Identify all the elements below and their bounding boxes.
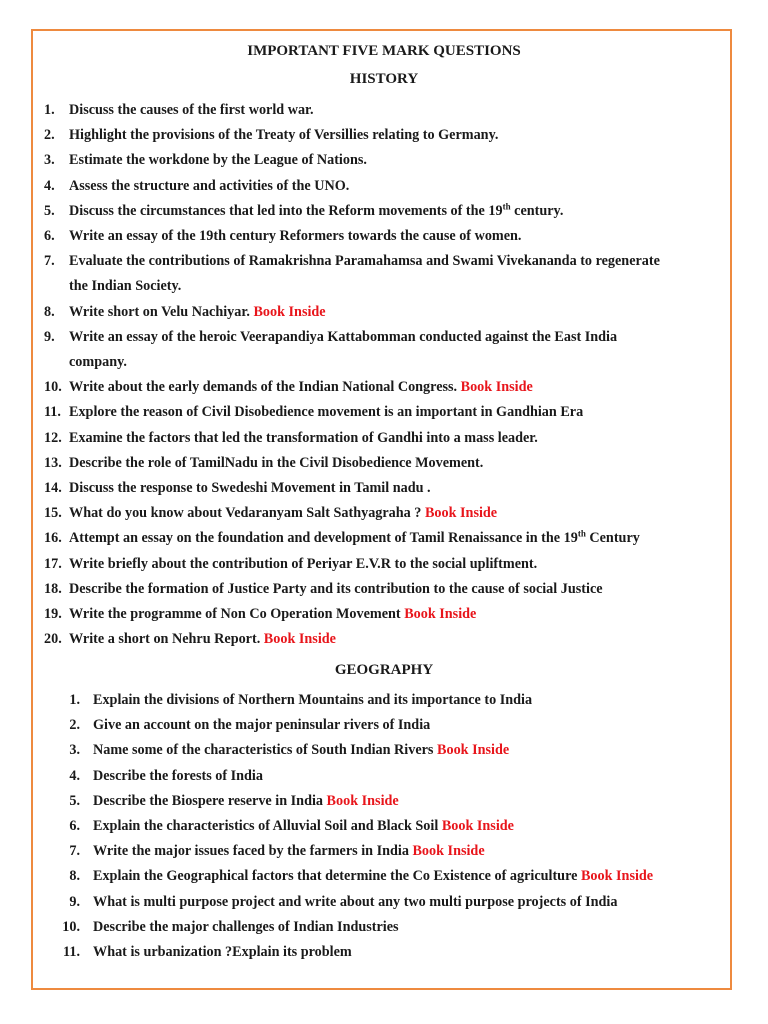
question-text: Write the major issues faced by the farmers in India — [93, 843, 409, 860]
question-text-end: Century — [585, 530, 640, 547]
question-number: 2. — [69, 717, 80, 734]
list-item — [44, 300, 734, 325]
list-item — [44, 451, 734, 476]
question-number: 1. — [69, 692, 80, 708]
list-item — [58, 789, 728, 814]
book-inside-tag: Book Inside — [460, 379, 533, 396]
question-text: Give an account on the major peninsular rivers of India — [93, 717, 431, 734]
question-number: 12. — [44, 429, 62, 446]
question-number: 11. — [44, 404, 61, 421]
question-number: 5. — [44, 202, 55, 219]
list-item — [58, 764, 728, 789]
question-number: 20. — [44, 631, 62, 648]
question-number: 9. — [69, 893, 80, 910]
question-text: Discuss the response to Swedeshi Movement in Tamil nadu . — [69, 480, 431, 497]
question-text: What is urbanization ?Explain its problem — [93, 944, 352, 961]
question-text: Estimate the workdone by the League of Nations. — [69, 152, 367, 169]
book-inside-tag: Book Inside — [437, 742, 510, 759]
superscript: th — [577, 528, 586, 539]
list-item — [44, 148, 734, 173]
history-question-list — [44, 98, 734, 652]
book-inside-tag: Book Inside — [580, 868, 654, 885]
question-text: Describe the major challenges of Indian Industries — [93, 918, 399, 935]
question-number: 13. — [44, 454, 62, 471]
question-text-continued: company. — [69, 354, 127, 371]
question-text: Highlight the provisions of the Treaty of Versillies relating to Germany. — [69, 127, 499, 144]
geography-question-list — [58, 688, 728, 965]
question-number: 3. — [44, 152, 55, 169]
list-item — [44, 577, 734, 602]
list-item — [58, 915, 728, 940]
question-text: Discuss the circumstances that led into the Reform movements of the 19 — [69, 202, 503, 219]
list-item — [44, 98, 734, 123]
question-number: 10. — [62, 918, 80, 935]
question-number: 14. — [44, 480, 62, 497]
question-text: Name some of the characteristics of South Indian Rivers — [93, 742, 434, 759]
question-text: Explain the Geographical factors that determine the Co Existence of agriculture — [93, 868, 578, 885]
question-number: 15. — [44, 505, 62, 522]
book-inside-tag: Book Inside — [326, 792, 399, 809]
question-number: 5. — [69, 792, 80, 809]
list-item — [58, 940, 728, 965]
list-item — [44, 375, 734, 400]
list-item — [44, 501, 734, 526]
question-text: Write briefly about the contribution of Periyar E.V.R to the social upliftment. — [69, 555, 538, 572]
list-item — [58, 839, 728, 864]
history-heading: HISTORY — [349, 71, 419, 87]
question-text: What is multi purpose project and write about any two multi purpose projects of India — [93, 893, 618, 910]
question-number: 9. — [44, 328, 55, 345]
list-item — [44, 627, 734, 652]
question-text: Attempt an essay on the foundation and development of Tamil Renaissance in the 19 — [69, 530, 578, 547]
question-text: Write a short on Nehru Report. — [69, 631, 261, 648]
question-text-continued: the Indian Society. — [69, 278, 182, 295]
list-item — [44, 526, 734, 551]
superscript: th — [502, 201, 511, 212]
question-text: Write the programme of Non Co Operation Movement — [69, 606, 401, 623]
question-text-end: century. — [510, 202, 564, 219]
question-number: 19. — [44, 606, 62, 623]
list-item — [44, 552, 734, 577]
question-number: 6. — [69, 818, 80, 835]
question-text: Evaluate the contributions of Ramakrishna Paramahamsa and Swami Vivekananda to regenerate — [69, 253, 660, 270]
question-number: 18. — [44, 580, 62, 597]
question-text: Explain the divisions of Northern Mountains and its importance to India — [93, 692, 533, 708]
list-item — [58, 688, 728, 713]
question-text: Explore the reason of Civil Disobedience movement is an important in Gandhian Era — [69, 404, 584, 421]
question-text: Write about the early demands of the Indian National Congress. — [69, 379, 458, 396]
question-text: Write short on Velu Nachiyar. — [69, 303, 250, 320]
list-item — [44, 325, 734, 375]
question-text: What do you know about Vedaranyam Salt Sathyagraha ? — [69, 505, 422, 522]
question-number: 8. — [44, 303, 55, 320]
list-item — [44, 199, 734, 224]
question-number: 17. — [44, 555, 62, 572]
list-item — [44, 476, 734, 501]
list-item — [58, 890, 728, 915]
list-item — [58, 864, 728, 889]
question-number: 7. — [69, 843, 80, 860]
question-number: 6. — [44, 228, 55, 245]
list-item — [58, 814, 728, 839]
question-text: Describe the formation of Justice Party and its contribution to the cause of social Justice — [69, 580, 603, 597]
question-text: Assess the structure and activities of the UNO. — [69, 177, 350, 194]
list-item — [44, 123, 734, 148]
question-text: Describe the Biospere reserve in India — [93, 792, 323, 809]
book-inside-tag: Book Inside — [253, 303, 326, 320]
list-item — [44, 224, 734, 249]
list-item — [44, 602, 734, 627]
book-inside-tag: Book Inside — [404, 606, 477, 623]
question-number: 11. — [63, 944, 80, 961]
book-inside-tag: Book Inside — [263, 631, 336, 648]
question-number: 4. — [69, 767, 80, 784]
question-text: Describe the role of TamilNadu in the Civil Disobedience Movement. — [69, 454, 484, 471]
question-number: 2. — [44, 127, 55, 144]
question-text: Write an essay of the 19th century Reformers towards the cause of women. — [69, 228, 522, 245]
question-text: Explain the characteristics of Alluvial Soil and Black Soil — [93, 818, 439, 835]
question-number: 7. — [44, 253, 55, 270]
question-number: 8. — [69, 868, 80, 885]
question-number: 16. — [44, 530, 62, 547]
question-text: Describe the forests of India — [93, 767, 263, 784]
question-number: 3. — [69, 742, 80, 759]
list-item — [44, 249, 734, 299]
book-inside-tag: Book Inside — [441, 818, 514, 835]
question-text: Discuss the causes of the first world war. — [69, 102, 314, 118]
list-item — [44, 400, 734, 425]
list-item — [44, 426, 734, 451]
question-text: Examine the factors that led the transformation of Gandhi into a mass leader. — [69, 429, 538, 446]
book-inside-tag: Book Inside — [412, 843, 485, 860]
question-number: 1. — [44, 102, 55, 118]
list-item — [44, 174, 734, 199]
question-number: 10. — [44, 379, 62, 396]
list-item — [58, 713, 728, 738]
geography-heading: GEOGRAPHY — [334, 662, 434, 678]
list-item — [58, 738, 728, 763]
question-text: Write an essay of the heroic Veerapandiya Kattabomman conducted against the East India — [69, 328, 618, 345]
page-title: IMPORTANT FIVE MARK QUESTIONS — [247, 43, 521, 59]
question-number: 4. — [44, 177, 55, 194]
book-inside-tag: Book Inside — [424, 505, 498, 522]
